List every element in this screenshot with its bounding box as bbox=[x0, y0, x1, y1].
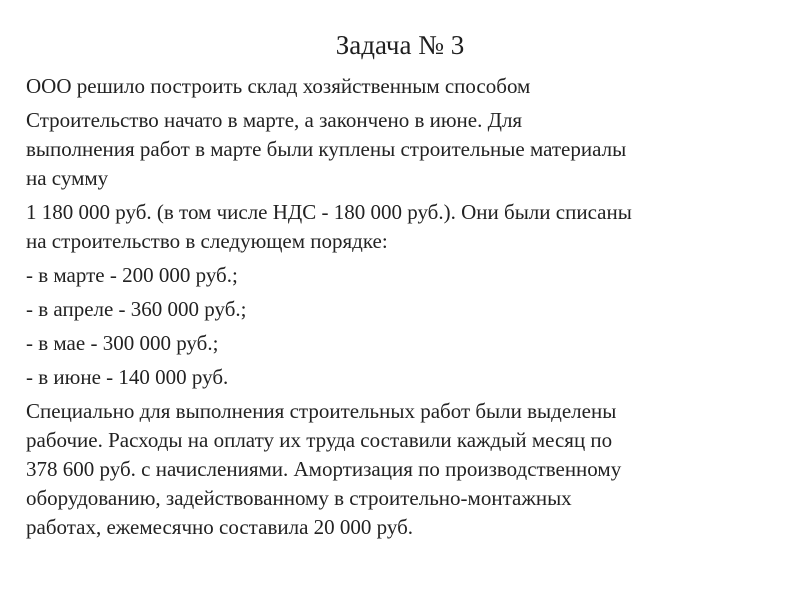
slide-title: Задача № 3 bbox=[335, 30, 465, 60]
paragraph-labor bbox=[26, 397, 782, 542]
paragraph-intro bbox=[26, 72, 782, 101]
paragraph-construction bbox=[26, 106, 782, 193]
list-item-june bbox=[26, 363, 782, 392]
text-line: - в апреле - 360 000 руб.; bbox=[26, 297, 247, 321]
text-line: рабочие. Расходы на оплату их труда составили каждый месяц по bbox=[26, 428, 613, 452]
text-line: ООО решило построить склад хозяйственным способом bbox=[26, 74, 531, 98]
text-line: - в июне - 140 000 руб. bbox=[26, 365, 229, 389]
text-line: - в марте - 200 000 руб.; bbox=[26, 263, 238, 287]
text-line: выполнения работ в марте были куплены строительные материалы bbox=[26, 137, 627, 161]
list-item-may bbox=[26, 329, 782, 358]
text-line: 378 600 руб. с начислениями. Амортизация по производственному bbox=[26, 457, 622, 481]
text-line: работах, ежемесячно составила 20 000 руб. bbox=[26, 515, 414, 539]
paragraph-materials bbox=[26, 198, 782, 256]
text-line: - в мае - 300 000 руб.; bbox=[26, 331, 219, 355]
list-item-march bbox=[26, 261, 782, 290]
text-line: оборудованию, задействованному в строительно-монтажных bbox=[26, 486, 572, 510]
text-line: на строительство в следующем порядке: bbox=[26, 229, 388, 253]
text-line: Специально для выполнения строительных работ были выделены bbox=[26, 399, 617, 423]
text-line: на сумму bbox=[26, 166, 109, 190]
list-item-april bbox=[26, 295, 782, 324]
text-line: 1 180 000 руб. (в том числе НДС - 180 000 руб.). Они были списаны bbox=[26, 200, 632, 224]
text-line: Строительство начато в марте, а закончено в июне. Для bbox=[26, 108, 523, 132]
slide-body bbox=[26, 72, 782, 547]
